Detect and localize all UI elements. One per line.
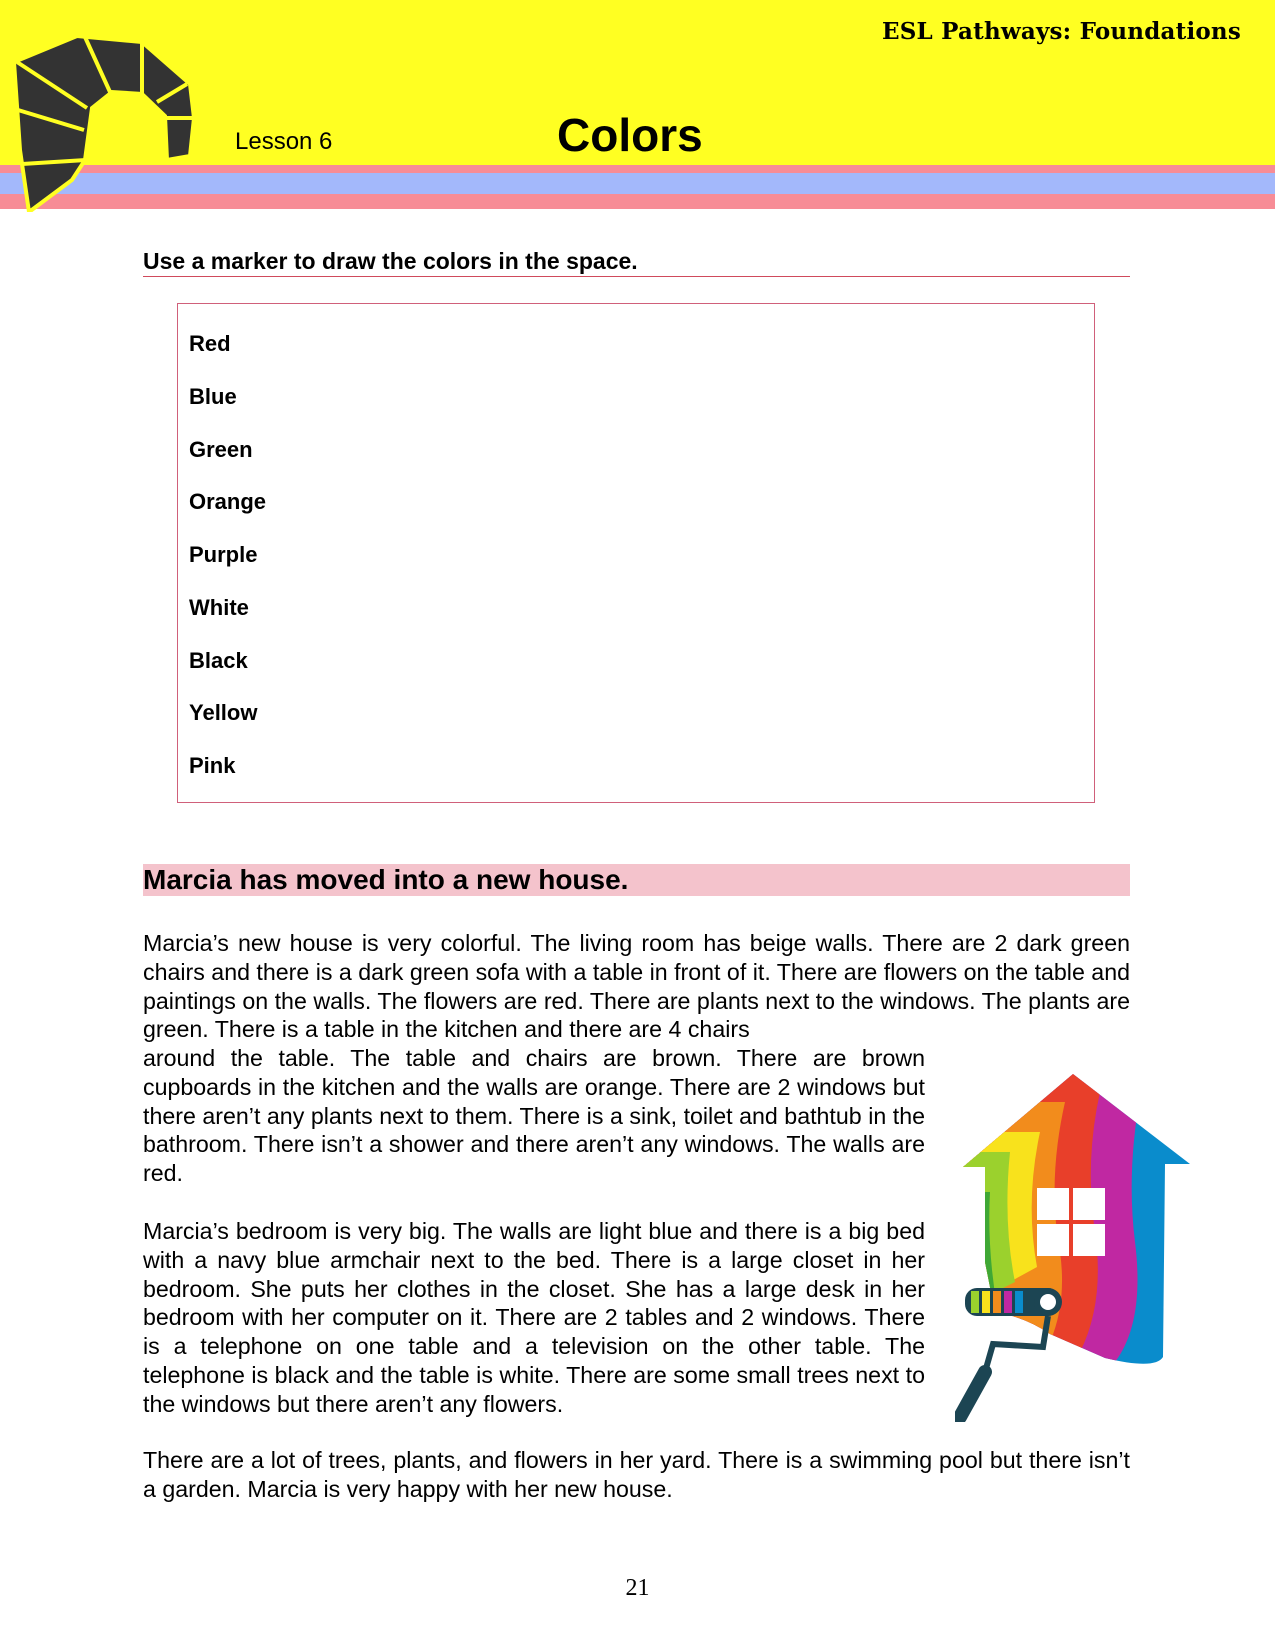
story-paragraph-3: There are a lot of trees, plants, and flowers in her yard. There is a swimming pool but there isn’t a garden. Marcia is very happy with her new house. [143,1447,1130,1502]
color-drawing-box [177,303,1095,803]
page-title: Colors [557,109,703,161]
color-word-blue: Blue [189,384,237,409]
activity-instruction: Use a marker to draw the colors in the space. [143,248,1130,277]
color-word-white: White [189,595,249,620]
color-word-red: Red [189,331,231,356]
color-word-green: Green [189,437,253,462]
color-word-purple: Purple [189,542,258,567]
arch-logo-icon [12,32,202,212]
color-word-pink: Pink [189,753,236,778]
lesson-label: Lesson 6 [235,128,333,155]
paint-roller-icon [960,1288,1062,1417]
page-number: 21 [625,1575,650,1601]
painted-house-icon [955,1072,1195,1422]
series-title: ESL Pathways: Foundations [882,18,1241,45]
story-heading: Marcia has moved into a new house. [143,864,1130,896]
color-word-orange: Orange [189,489,267,514]
color-word-yellow: Yellow [189,700,258,725]
story-paragraph-1a: Marcia’s new house is very colorful. The living room has beige walls. There are 2 dark green chairs and there is a dark green sofa with a table in front of it. There are flowers on the table and paintings on the walls. The flowers are red. There are plants next to the windows. The plants are green. There is a table in the kitchen and there are 4 chairs [143,930,1130,1043]
story-paragraph-1b: around the table. The table and chairs are brown. There are brown cupboards in the kitchen and the walls are orange. There are 2 windows but there aren’t any plants next to them. There is a sink, toilet and bathtub in the bathroom. There isn’t a shower and there aren’t any windows. The walls are red. [143,1045,925,1187]
story-paragraph-2: Marcia’s bedroom is very big. The walls are light blue and there is a big bed with a navy blue armchair next to the bed. There is a large closet in her bedroom. She puts her clothes in the closet. She has a large desk in her bedroom with her computer on it. There are 2 tables and 2 windows. There is a telephone on one table and a television on the other table. The telephone is black and the table is white. There are some small trees next to the windows but there aren’t any flowers. [143,1218,925,1417]
color-word-black: Black [189,648,248,673]
